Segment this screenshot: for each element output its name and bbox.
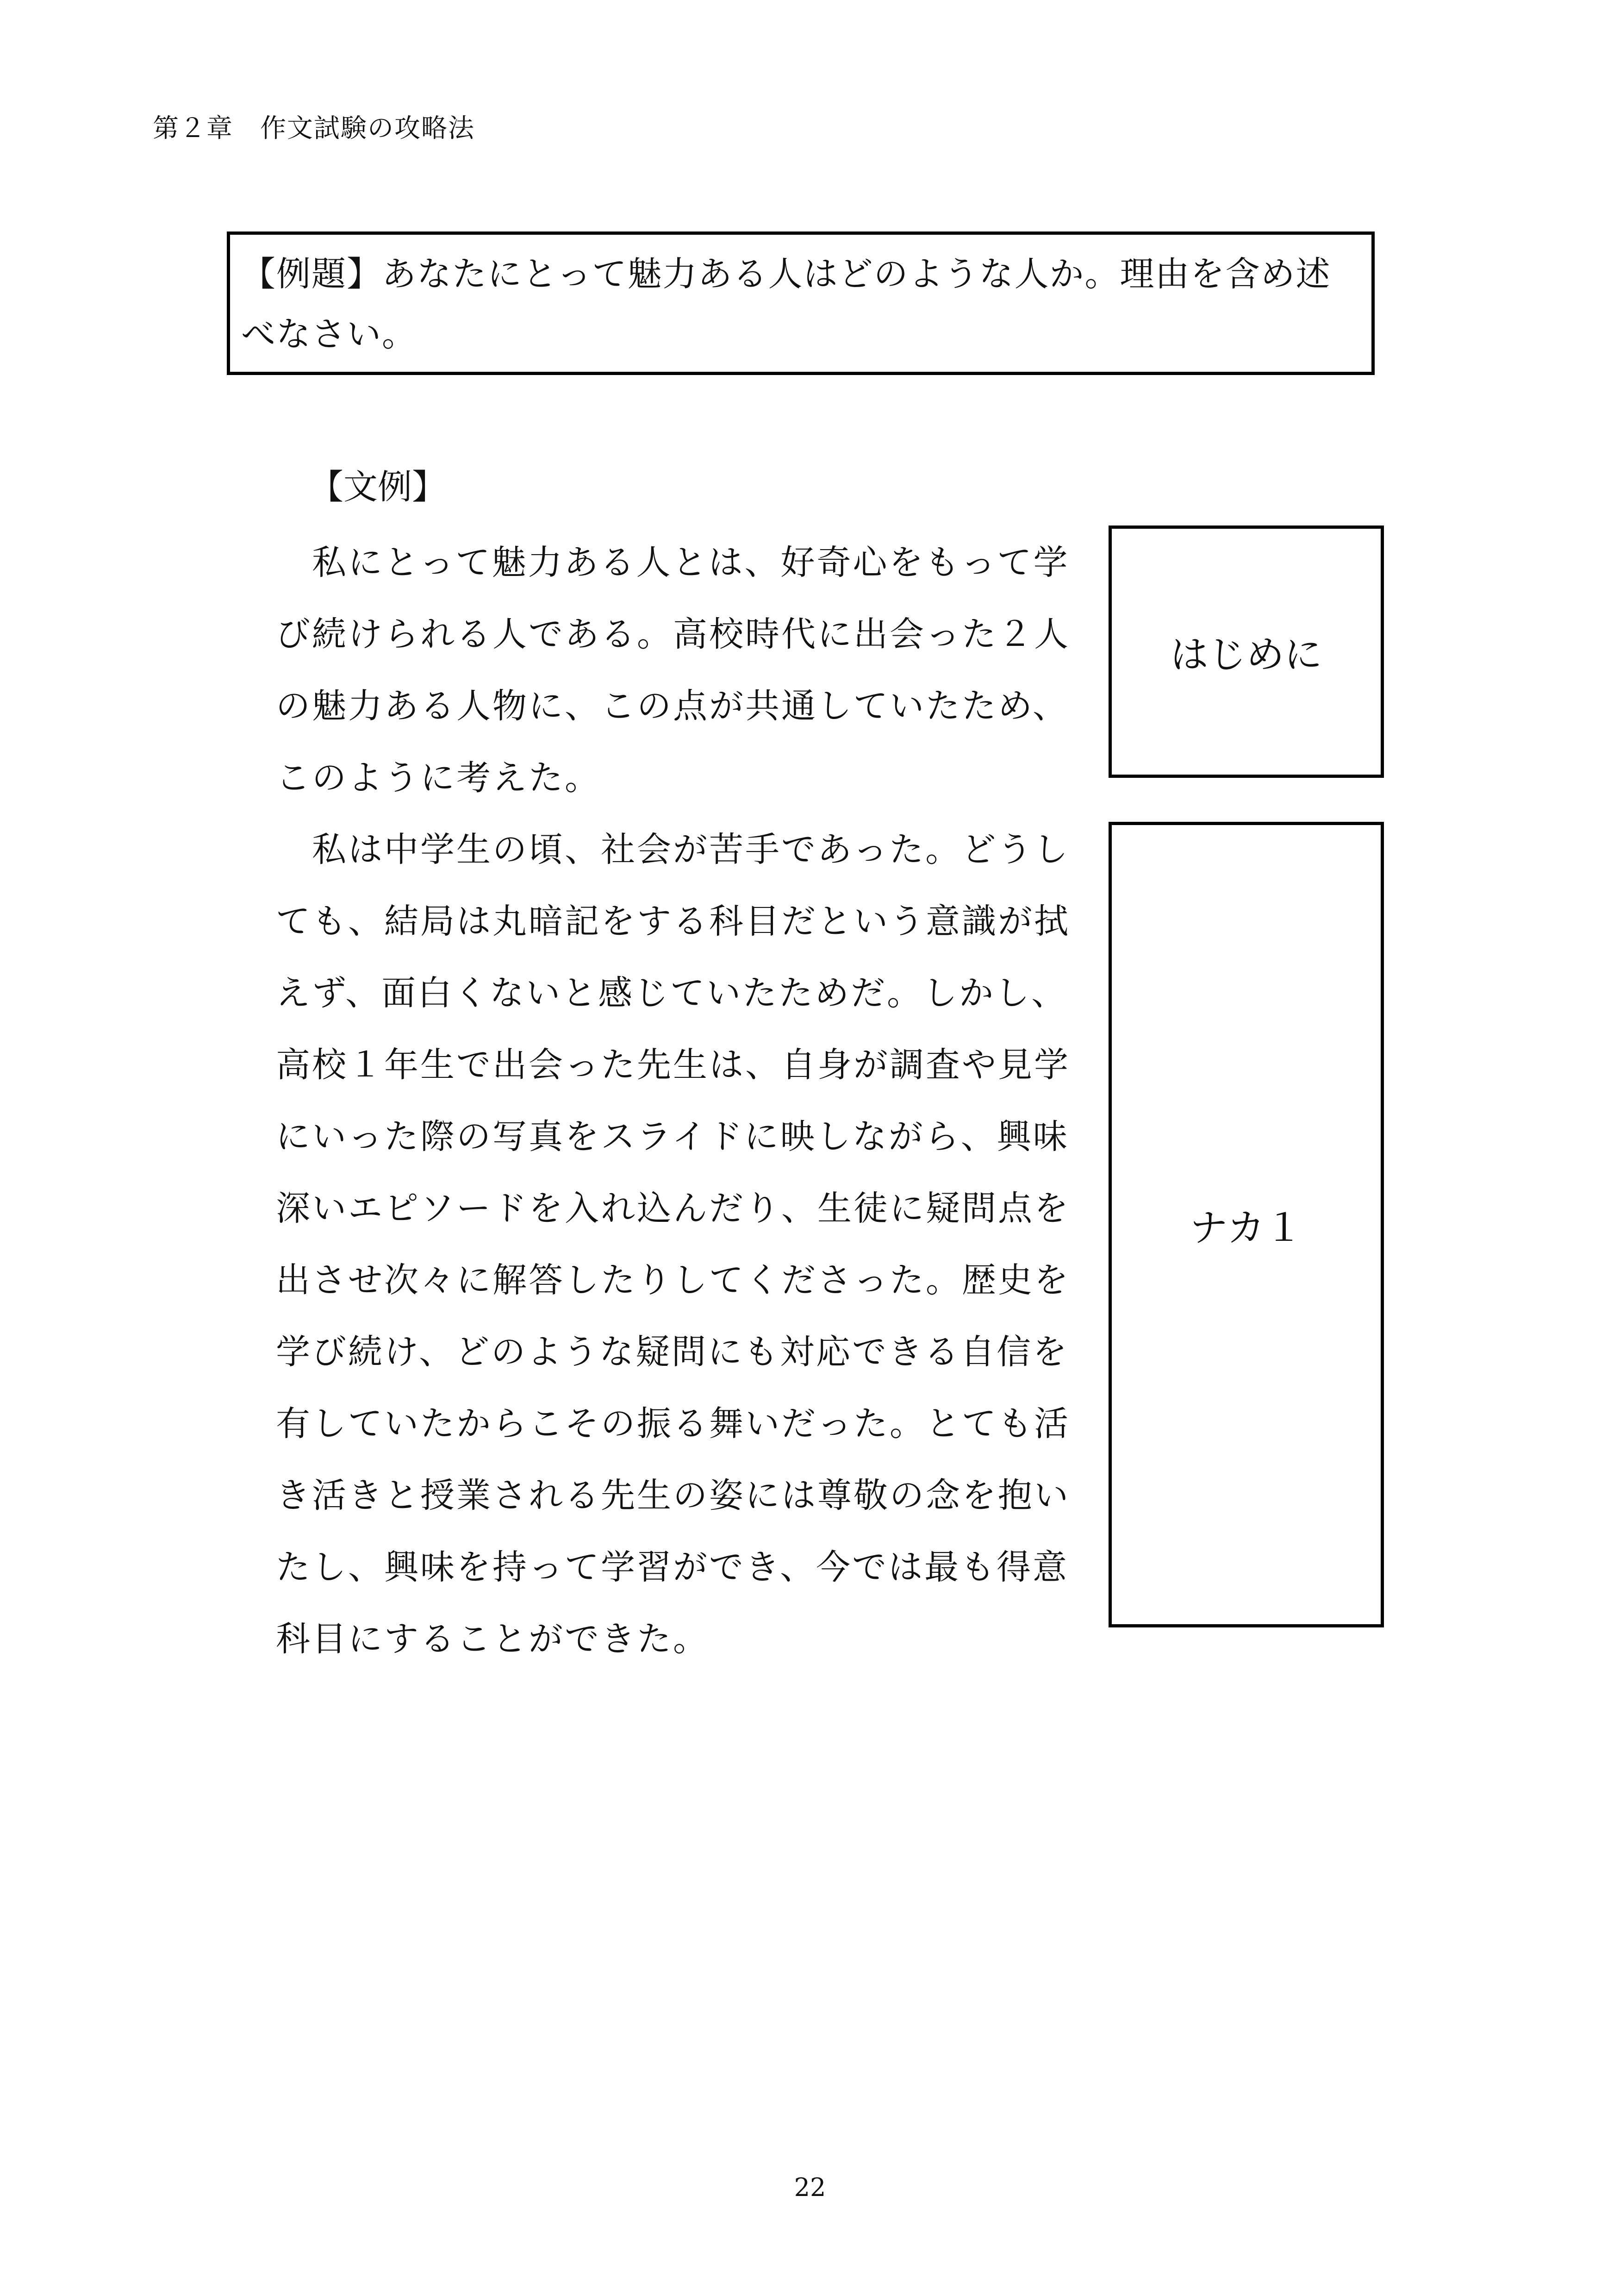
essay-line: 深いエピソードを入れ込んだり、生徒に疑問点を	[276, 1189, 1070, 1228]
example-question-text: 【例題】あなたにとって魅力ある人はどのような人か。理由を含め述べなさい。	[241, 254, 1331, 354]
chapter-header: 第２章 作文試験の攻略法	[153, 113, 475, 144]
essay-line: の魅力ある人物に、この点が共通していたため、	[276, 686, 1069, 726]
page-number: 22	[794, 2173, 826, 2202]
essay-line: にいった際の写真をスライドに映しながら、興味	[276, 1117, 1069, 1157]
essay-line: び続けられる人である。高校時代に出会った２人	[276, 614, 1070, 654]
section-label-body-1-text: ナカ１	[1190, 1206, 1303, 1250]
essay-line: 出させ次々に解答したりしてくださった。歴史を	[276, 1260, 1070, 1300]
essay-line: 有していたからこその振る舞いだった。とても活	[276, 1404, 1070, 1444]
sample-essay-body	[276, 527, 1090, 1675]
sample-essay-heading: 【文例】	[309, 467, 446, 507]
section-label-intro-text: はじめに	[1170, 633, 1322, 677]
essay-line: 高校１年生で出会った先生は、自身が調査や見学	[276, 1045, 1070, 1085]
essay-line: 私にとって魅力ある人とは、好奇心をもって学	[276, 543, 1070, 582]
essay-line: 学び続け、どのような疑問にも対応できる自信を	[276, 1332, 1069, 1372]
essay-line: えず、面白くないと感じていたためだ。しかし、	[276, 973, 1068, 1013]
essay-line: たし、興味を持って学習ができ、今では最も得意	[276, 1547, 1069, 1587]
essay-line: このように考えた。	[276, 758, 601, 798]
section-label-body-1	[1109, 822, 1384, 1627]
section-label-intro	[1109, 526, 1384, 778]
essay-line: 科目にすることができた。	[276, 1619, 709, 1659]
essay-line: 私は中学生の頃、社会が苦手であった。どうし	[276, 830, 1070, 870]
example-question-box	[227, 231, 1375, 375]
essay-line: ても、結局は丸暗記をする科目だという意識が拭	[276, 901, 1070, 941]
essay-line: き活きと授業される先生の姿には尊敬の念を抱い	[276, 1476, 1070, 1515]
